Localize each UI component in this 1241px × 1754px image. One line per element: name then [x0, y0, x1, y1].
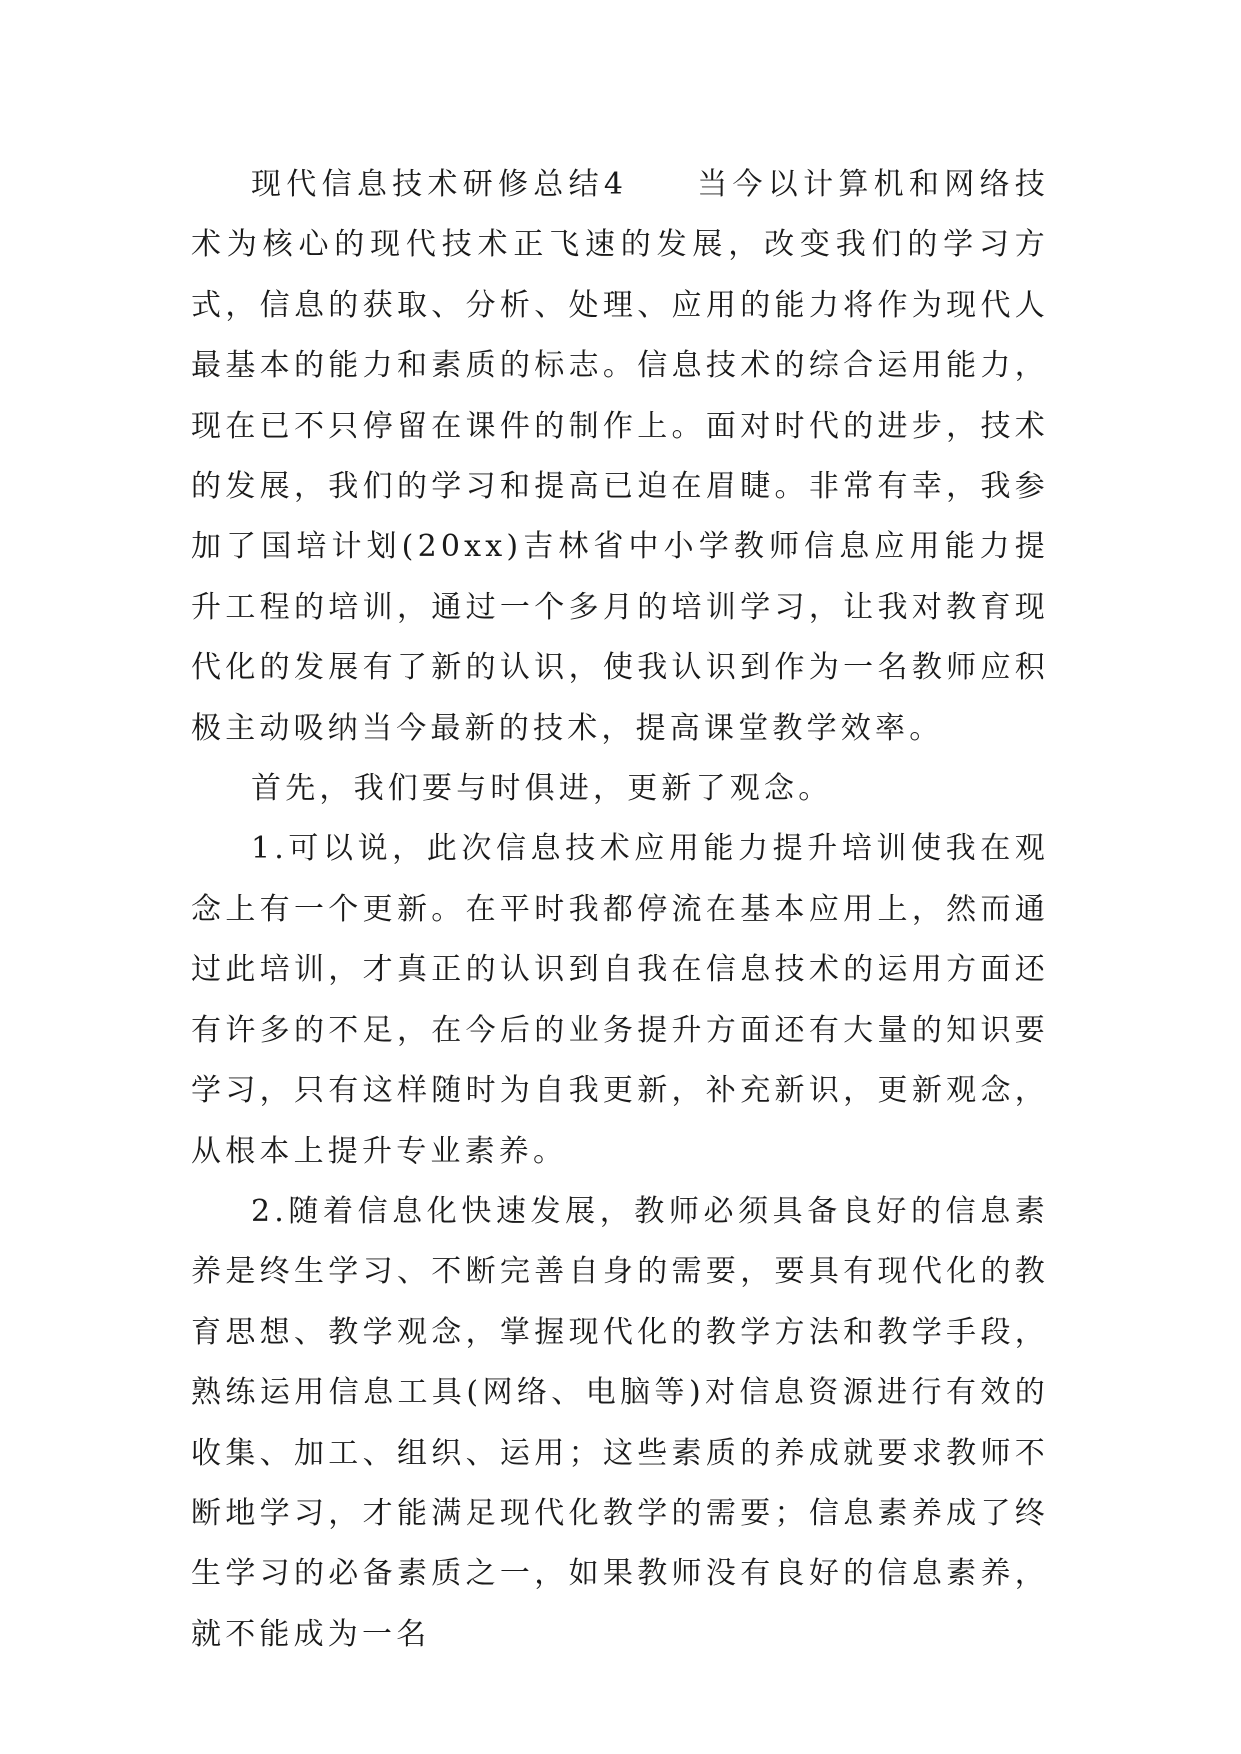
document-heading: 现代信息技术研修总结4 — [251, 167, 628, 202]
document-body — [191, 155, 1049, 1665]
intro-text: 当今以计算机和网络技术为核心的现代技术正飞速的发展，改变我们的学习方式，信息的获取、分析、处理、应用的能力将作为现代人最基本的能力和素质的标志。信息技术的综合运用能力，现在已不只停留在课件的制作上。面对时代的进步，技术的发展，我们的学习和提高已迫在眉睫。非常有幸，我参加了国培计划(20xx)吉林省中小学教师信息应用能力提升工程的培训，通过一个多月的培训学习，让我对教育现代化的发展有了新的认识，使我认识到作为一名教师应积极主动吸纳当今最新的技术，提高课堂教学效率。 — [191, 167, 1049, 746]
paragraph-point-1: 1.可以说，此次信息技术应用能力提升培训使我在观念上有一个更新。在平时我都停流在基本应用上，然而通过此培训，才真正的认识到自我在信息技术的运用方面还有许多的不足，在今后的业务提升方面还有大量的知识要学习，只有这样随时为自我更新，补充新识，更新观念，从根本上提升专业素养。 — [191, 831, 1049, 1169]
paragraph-first: 首先，我们要与时俱进，更新了观念。 — [251, 771, 833, 807]
paragraph-point-2: 2.随着信息化快速发展，教师必须具备良好的信息素养是终生学习、不断完善自身的需要，要具有现代化的教育思想、教学观念，掌握现代化的教学方法和教学手段，熟练运用信息工具(网络、电脑等)对信息资源进行有效的收集、加工、组织、运用；这些素质的养成就要求教师不断地学习，才能满足现代化教学的需要；信息素养成了终生学习的必备素质之一，如果教师没有良好的信息素养，就不能成为一名 — [191, 1193, 1049, 1652]
intro-paragraph — [191, 155, 1049, 759]
